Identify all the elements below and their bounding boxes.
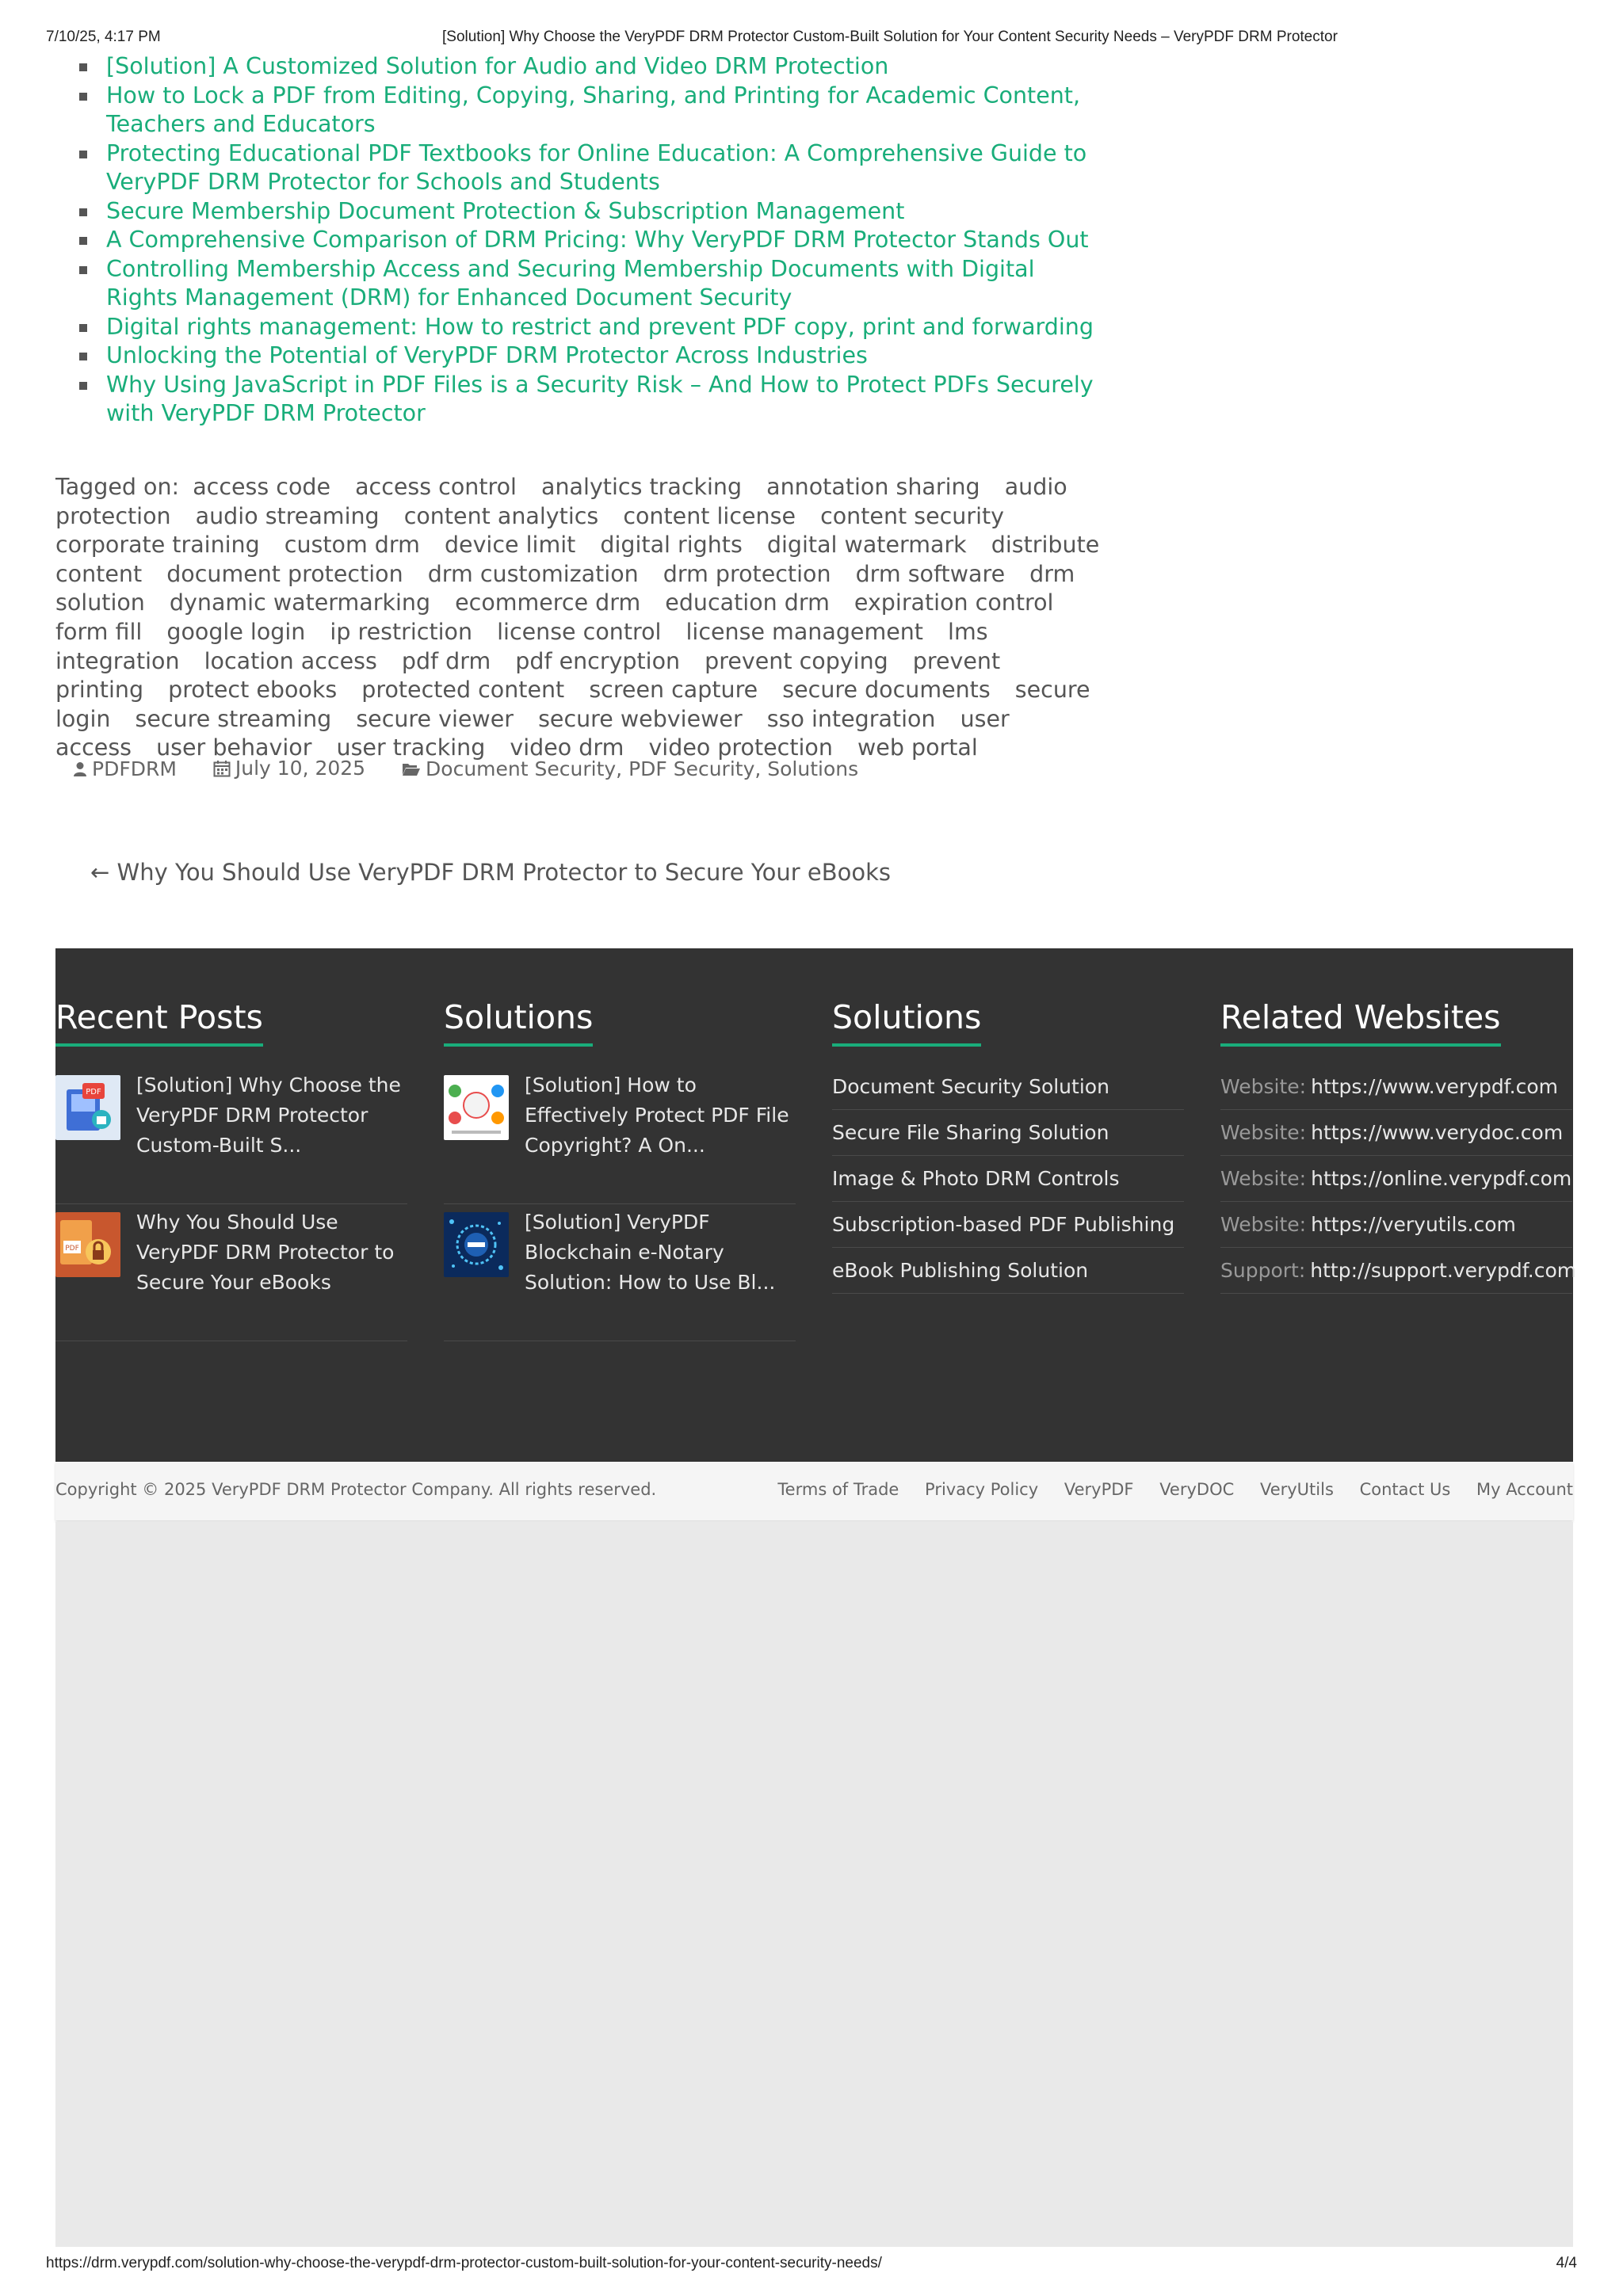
tag-link[interactable]: form fill	[55, 618, 143, 645]
tag-link[interactable]: ip restriction	[330, 618, 473, 645]
related-post-link[interactable]: Why Using JavaScript in PDF Files is a Security Risk – And How to Protect PDFs Securely with VeryPDF DRM Protector	[106, 371, 1094, 426]
tag-link[interactable]: digital rights	[600, 532, 743, 559]
widget-related-websites	[1220, 948, 1577, 1294]
tag-link[interactable]: sso integration	[766, 705, 936, 732]
tag-link[interactable]: custom drm	[284, 532, 420, 559]
print-header	[46, 29, 1577, 52]
tag-link[interactable]: location access	[204, 647, 377, 674]
bullet	[79, 63, 87, 71]
tag-link[interactable]: drm solution	[55, 560, 1075, 616]
tag-link[interactable]: audio protection	[55, 474, 1067, 529]
post-thumbnail[interactable]	[55, 1212, 120, 1277]
bullet	[79, 237, 87, 245]
footer-menu-contact[interactable]: Contact Us	[1359, 1480, 1451, 1499]
solutions-links-list	[832, 1064, 1184, 1294]
copyright-text: Copyright © 2025 VeryPDF DRM Protector Company. All rights reserved.	[55, 1480, 657, 1499]
related-post-link[interactable]: A Comprehensive Comparison of DRM Pricing: Why VeryPDF DRM Protector Stands Out	[106, 227, 1089, 253]
svg-text:PDF: PDF	[86, 1088, 101, 1097]
website-label: Website:	[1220, 1075, 1307, 1098]
tag-link[interactable]: drm software	[855, 560, 1006, 587]
tag-link[interactable]: content security	[820, 502, 1005, 529]
post-thumbnail[interactable]	[444, 1075, 509, 1140]
recent-post-item[interactable]	[55, 1204, 407, 1341]
tag-link[interactable]: analytics tracking	[541, 474, 743, 500]
solution-link[interactable]: eBook Publishing Solution	[832, 1259, 1089, 1282]
tag-link[interactable]: lms integration	[55, 618, 988, 674]
tag-link[interactable]: drm customization	[427, 560, 639, 587]
related-post-link[interactable]: How to Lock a PDF from Editing, Copying, Sharing, and Printing for Academic Content, Teachers and Educators	[106, 82, 1081, 137]
calendar-icon	[213, 760, 231, 777]
tag-link[interactable]: drm protection	[663, 560, 831, 587]
solutions-posts-list	[444, 1067, 796, 1341]
related-website-item	[1220, 1156, 1572, 1202]
tag-link[interactable]: secure login	[55, 677, 1090, 732]
tag-link[interactable]: content license	[623, 502, 796, 529]
related-website-item	[1220, 1064, 1572, 1110]
related-websites-list	[1220, 1064, 1577, 1294]
user-icon	[73, 761, 87, 777]
footer-widgets	[55, 948, 1577, 1462]
solution-link-item	[832, 1110, 1184, 1156]
website-url[interactable]: https://www.verypdf.com	[1311, 1075, 1559, 1098]
post-thumbnail[interactable]	[444, 1212, 509, 1277]
solution-link-item	[832, 1248, 1184, 1294]
tag-link[interactable]: distribute content	[55, 532, 1100, 587]
bullet	[79, 208, 87, 216]
website-url[interactable]: https://www.verydoc.com	[1311, 1121, 1564, 1144]
post-date	[213, 757, 365, 780]
recent-posts-list	[55, 1067, 407, 1341]
website-url[interactable]: https://online.verypdf.com	[1311, 1167, 1572, 1190]
bullet	[79, 266, 87, 274]
related-post-link[interactable]: [Solution] A Customized Solution for Audio and Video DRM Protection	[106, 53, 889, 79]
related-website-item	[1220, 1248, 1577, 1294]
footer-menu-privacy[interactable]: Privacy Policy	[925, 1480, 1039, 1499]
related-post-link[interactable]: Controlling Membership Access and Securing Membership Documents with Digital Rights Management (DRM) for Enhanced Document Security	[106, 255, 1035, 311]
tag-link[interactable]: web portal	[857, 734, 978, 761]
tag-link[interactable]: device limit	[444, 532, 576, 559]
tag-link[interactable]: license management	[685, 618, 923, 645]
tags-label: Tagged on:	[55, 474, 180, 500]
solution-link-item	[832, 1202, 1184, 1248]
support-label: Support:	[1220, 1259, 1306, 1282]
footer-menu-veryutils[interactable]: VeryUtils	[1259, 1480, 1334, 1499]
footer-menu	[757, 1480, 1573, 1499]
widget-title: Solutions	[832, 997, 981, 1047]
tag-link[interactable]: pdf encryption	[515, 647, 681, 674]
support-url[interactable]: http://support.verypdf.com	[1310, 1259, 1577, 1282]
tag-link[interactable]: pdf drm	[401, 647, 491, 674]
tag-link[interactable]: screen capture	[589, 677, 758, 704]
related-website-item	[1220, 1110, 1572, 1156]
tag-link[interactable]: access control	[355, 474, 517, 500]
recent-post-title[interactable]: Why You Should Use VeryPDF DRM Protector to Secure Your eBooks	[136, 1211, 395, 1294]
tag-link[interactable]: content analytics	[403, 502, 599, 529]
tag-link[interactable]: secure documents	[782, 677, 991, 704]
tags-container	[55, 474, 1099, 761]
tag-link[interactable]: secure viewer	[356, 705, 514, 732]
post-tags	[55, 473, 1109, 763]
tag-link[interactable]: user tracking	[336, 734, 486, 761]
website-label: Website:	[1220, 1213, 1307, 1236]
solution-link[interactable]: Subscription-based PDF Publishing	[832, 1213, 1175, 1236]
tag-link[interactable]: license control	[497, 618, 662, 645]
tag-link[interactable]: prevent printing	[55, 647, 1001, 704]
print-datetime: 7/10/25, 4:17 PM	[46, 29, 161, 45]
bullet	[79, 382, 87, 390]
related-post-link[interactable]: Secure Membership Document Protection & Subscription Management	[106, 197, 905, 224]
tag-link[interactable]: expiration control	[854, 589, 1054, 616]
solution-link[interactable]: Document Security Solution	[832, 1075, 1109, 1098]
bullet	[79, 93, 87, 101]
tag-link[interactable]: education drm	[665, 589, 830, 616]
related-post-item	[79, 371, 1109, 429]
widget-recent-posts	[55, 948, 407, 1341]
bullet	[79, 151, 87, 158]
related-post-item	[79, 82, 1109, 139]
svg-text:PDF: PDF	[65, 1245, 79, 1253]
solution-post-item[interactable]	[444, 1204, 796, 1341]
tag-link[interactable]: document protection	[166, 560, 403, 587]
website-label: Website:	[1220, 1167, 1307, 1190]
tag-link[interactable]: google login	[166, 618, 306, 645]
recent-post-title[interactable]: [Solution] Why Choose the VeryPDF DRM Protector Custom-Built S...	[136, 1074, 401, 1157]
related-post-link[interactable]: Unlocking the Potential of VeryPDF DRM Protector Across Industries	[106, 342, 868, 368]
tag-link[interactable]: digital watermark	[766, 532, 967, 559]
tag-link[interactable]: user access	[55, 705, 1010, 761]
tag-link[interactable]: user behavior	[156, 734, 312, 761]
folder-open-icon	[402, 761, 421, 777]
tag-link[interactable]: video protection	[648, 734, 833, 761]
tag-link[interactable]: ecommerce drm	[455, 589, 641, 616]
site-info-bar	[55, 1462, 1573, 1520]
related-post-item	[79, 139, 1109, 197]
related-post-item	[79, 341, 1109, 371]
post-navigation	[90, 859, 891, 886]
widget-title: Related Websites	[1220, 997, 1501, 1047]
bullet	[79, 353, 87, 360]
tag-link[interactable]: access code	[193, 474, 331, 500]
related-post-item	[79, 226, 1109, 255]
page-background-area	[55, 1522, 1573, 2247]
print-url: https://drm.verypdf.com/solution-why-choose-the-verypdf-drm-protector-custom-built-solution-for-your-content-security-needs/	[46, 2255, 882, 2271]
footer-menu-verydoc[interactable]: VeryDOC	[1159, 1480, 1235, 1499]
related-post-item	[79, 52, 1109, 82]
tag-link[interactable]: secure streaming	[135, 705, 332, 732]
solution-post-title[interactable]: [Solution] VeryPDF Blockchain e-Notary Solution: How to Use Bl...	[525, 1211, 776, 1294]
related-posts-list	[79, 52, 1109, 429]
tag-link[interactable]: protected content	[361, 677, 565, 704]
author-name: PDFDRM	[92, 757, 177, 780]
solution-link-item	[832, 1156, 1184, 1202]
tag-link[interactable]: protect ebooks	[168, 677, 338, 704]
related-post-link[interactable]: Protecting Educational PDF Textbooks for Online Education: A Comprehensive Guide to VeryPDF DRM Protector for Schools and Students	[106, 139, 1087, 195]
tag-link[interactable]: video drm	[510, 734, 624, 761]
related-website-item	[1220, 1202, 1572, 1248]
tag-link[interactable]: dynamic watermarking	[169, 589, 431, 616]
widget-solutions-links	[832, 948, 1184, 1294]
footer-menu-my-account[interactable]: My Account	[1476, 1480, 1573, 1499]
related-post-item	[79, 255, 1109, 313]
footer-menu-verypdf[interactable]: VeryPDF	[1064, 1480, 1134, 1499]
solution-link-item	[832, 1064, 1184, 1110]
print-page-number: 4/4	[1556, 2255, 1577, 2271]
solution-post-item[interactable]	[444, 1067, 796, 1204]
website-url[interactable]: https://veryutils.com	[1311, 1213, 1516, 1236]
date-text: July 10, 2025	[235, 757, 366, 780]
post-author[interactable]	[73, 757, 177, 780]
widget-solutions-posts	[444, 948, 796, 1341]
widget-title: Solutions	[444, 997, 593, 1047]
print-footer	[46, 2255, 1577, 2279]
post-thumbnail[interactable]	[55, 1075, 120, 1140]
solution-link[interactable]: Secure File Sharing Solution	[832, 1121, 1109, 1144]
categories-link[interactable]: Document Security, PDF Security, Solutions	[426, 757, 859, 780]
previous-post-link[interactable]: ← Why You Should Use VeryPDF DRM Protector to Secure Your eBooks	[90, 859, 892, 886]
solution-post-title[interactable]: [Solution] How to Effectively Protect PDF File Copyright? A On...	[525, 1074, 789, 1157]
recent-post-item[interactable]	[55, 1067, 407, 1204]
bullet	[79, 324, 87, 332]
post-meta	[73, 757, 888, 782]
footer-menu-terms[interactable]: Terms of Trade	[777, 1480, 899, 1499]
widget-title: Recent Posts	[55, 997, 263, 1047]
website-label: Website:	[1220, 1121, 1307, 1144]
related-post-item	[79, 197, 1109, 227]
tag-link[interactable]: audio streaming	[195, 502, 380, 529]
tag-link[interactable]: secure webviewer	[538, 705, 743, 732]
print-page-title: [Solution] Why Choose the VeryPDF DRM Protector Custom-Built Solution for Your Content Security Needs – VeryPDF DRM Protector	[442, 29, 1338, 45]
tag-link[interactable]: corporate training	[55, 532, 260, 559]
related-post-link[interactable]: Digital rights management: How to restrict and prevent PDF copy, print and forwarding	[106, 313, 1094, 340]
tag-link[interactable]: annotation sharing	[766, 474, 980, 500]
solution-link[interactable]: Image & Photo DRM Controls	[832, 1167, 1120, 1190]
post-categories	[402, 757, 858, 780]
tag-link[interactable]: prevent copying	[705, 647, 888, 674]
related-post-item	[79, 313, 1109, 342]
